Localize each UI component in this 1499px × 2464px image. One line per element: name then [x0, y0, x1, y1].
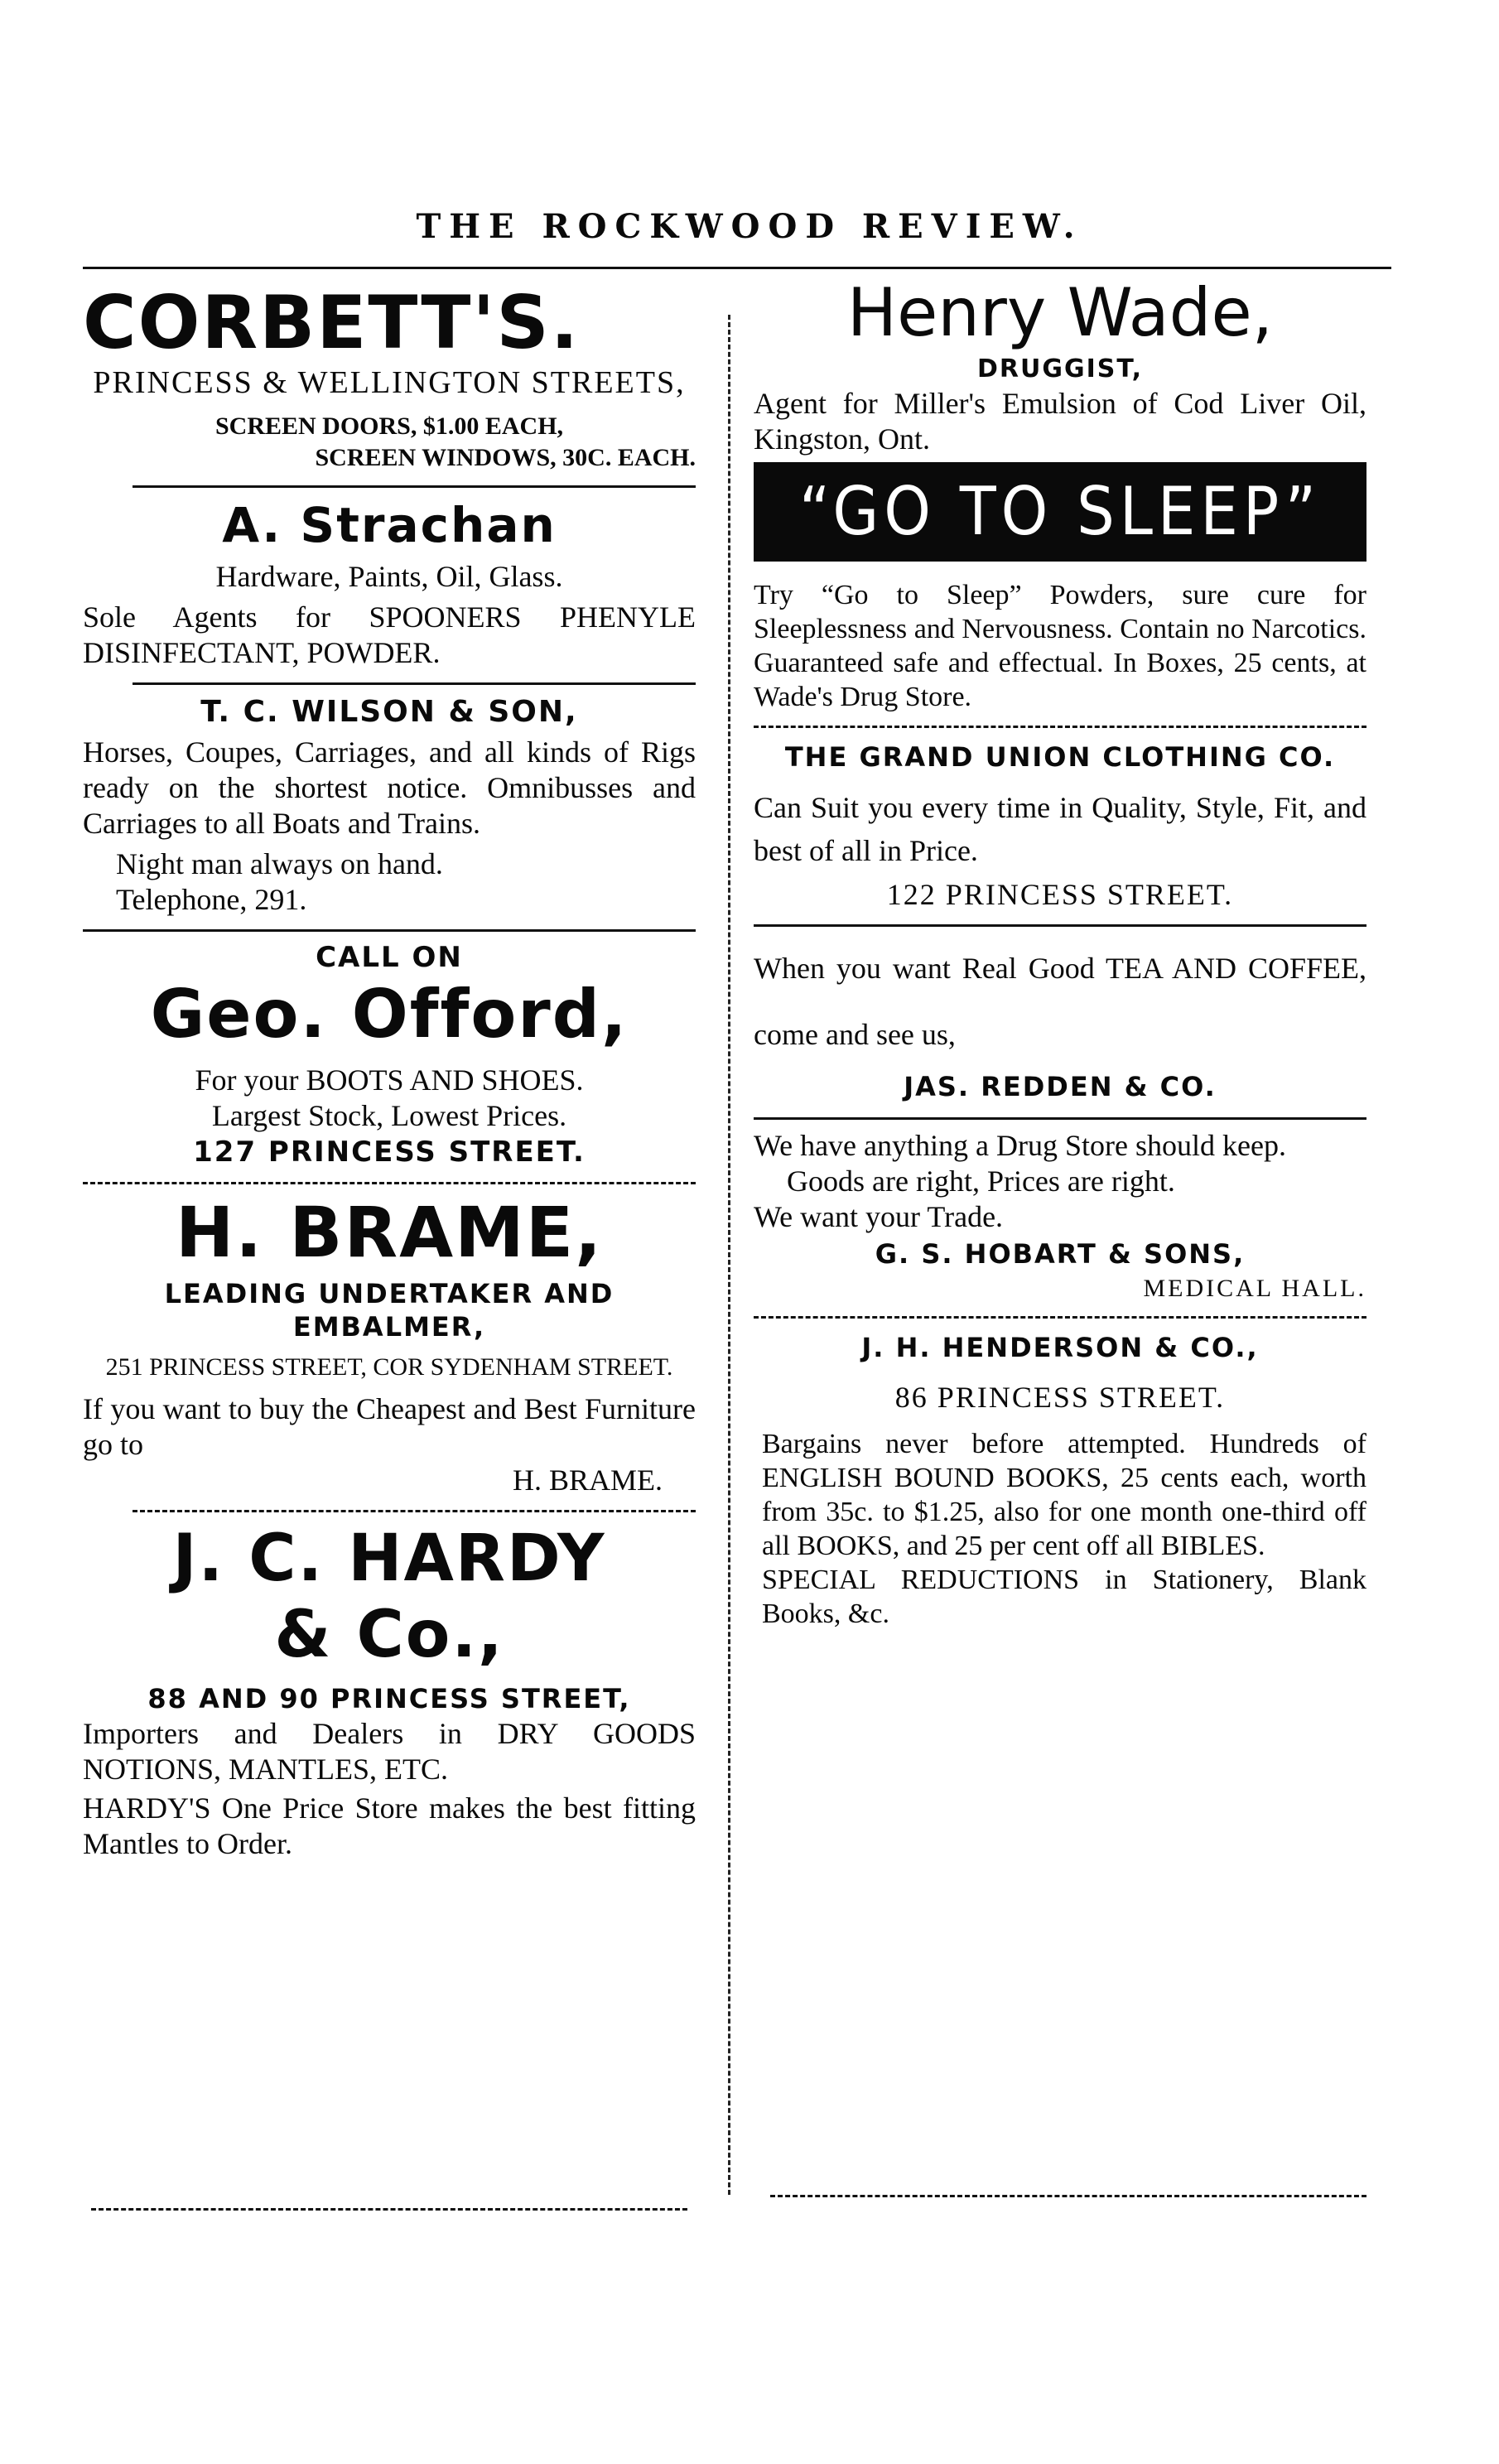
ad-brame-address: 251 PRINCESS STREET, COR SYDENHAM STREET.: [105, 1353, 673, 1381]
header-rule: [83, 267, 1391, 269]
ad-wade-powders: Try “Go to Sleep” Powders, sure cure for Sleeplessness and Nervousness. Contain no Narcotics. Guaranteed safe and effectual. In Boxes, 25 cents, at Wade's Drug Store.: [754, 580, 1366, 712]
ad-offord-stock: Largest Stock, Lowest Prices.: [211, 1099, 567, 1132]
ad-henderson: [754, 1327, 1366, 1631]
divider: [754, 924, 1366, 927]
ad-wade-name: Henry Wade,: [846, 274, 1274, 351]
ad-wade-agent: Agent for Miller's Emulsion of Cod Liver Oil, Kingston, Ont.: [754, 387, 1366, 456]
ad-wilson-night: Night man always on hand.: [116, 847, 443, 880]
ad-wade-title: DRUGGIST,: [977, 354, 1143, 383]
ad-brame-furniture: If you want to buy the Cheapest and Best Furniture go to: [83, 1392, 696, 1461]
ad-henderson-reductions: SPECIAL REDUCTIONS in Stationery, Blank Books, &c.: [762, 1565, 1366, 1629]
ad-grand-union: [754, 736, 1366, 913]
ad-hobart-trade: We want your Trade.: [754, 1200, 1004, 1233]
ad-wade: [754, 273, 1366, 714]
ad-strachan: [83, 496, 696, 671]
left-column: [83, 273, 696, 1862]
ad-corbetts-name: CORBETT'S.: [83, 280, 581, 365]
ad-offord-boots: For your BOOTS AND SHOES.: [195, 1063, 584, 1097]
ad-corbetts: [83, 282, 696, 474]
ad-hobart-drugstore: We have anything a Drug Store should keep.: [754, 1129, 1286, 1162]
ad-hobart-name: G. S. HOBART & SONS,: [875, 1238, 1246, 1270]
ad-hardy-address: 88 AND 90 PRINCESS STREET,: [147, 1683, 631, 1714]
ad-brame-name: H. BRAME,: [175, 1192, 604, 1273]
ad-strachan-name: A. Strachan: [222, 497, 557, 553]
ad-grand-union-text: Can Suit you every time in Quality, Style, Fit, and best of all in Price.: [754, 791, 1366, 867]
ad-henderson-bargains: Bargains never before attempted. Hundreds of ENGLISH BOUND BOOKS, 25 cents each, worth from 35c. to $1.25, also for one month one-third off all BOOKS, and 25 per cent off all BIBLES.: [762, 1429, 1366, 1561]
ad-wilson-services: Horses, Coupes, Carriages, and all kinds of Rigs ready on the shortest notice. Omnibusses and Carriages to all Boats and Trains.: [83, 735, 696, 840]
ad-wade-banner: “GO TO SLEEP”: [754, 462, 1366, 562]
ad-redden-text: When you want Real Good TEA AND COFFEE, come and see us,: [754, 952, 1366, 1051]
ad-redden-name: JAS. REDDEN & CO.: [904, 1071, 1217, 1102]
divider: [133, 485, 696, 488]
ad-henderson-address: 86 PRINCESS STREET.: [894, 1381, 1226, 1414]
ad-hobart-place: MEDICAL HALL.: [1143, 1275, 1366, 1302]
ad-wilson-name: T. C. WILSON & SON,: [200, 695, 578, 729]
column-divider: [728, 315, 730, 2195]
ad-grand-union-name: THE GRAND UNION CLOTHING CO.: [784, 741, 1336, 773]
divider: [133, 682, 696, 685]
ad-corbetts-doors: SCREEN DOORS, $1.00 EACH,: [214, 412, 564, 440]
ad-offord-address: 127 PRINCESS STREET.: [193, 1136, 586, 1169]
ad-offord-name: Geo. Offord,: [150, 976, 629, 1053]
ad-hobart-goods: Goods are right, Prices are right.: [787, 1164, 1175, 1198]
ad-hardy-co: & Co.,: [274, 1598, 504, 1672]
ad-wilson-telephone: Telephone, 291.: [116, 883, 307, 916]
ad-wilson: [83, 693, 696, 918]
running-head: THE ROCKWOOD REVIEW.: [416, 207, 1083, 246]
ad-hardy-importers: Importers and Dealers in DRY GOODS NOTIONS, MANTLES, ETC.: [83, 1717, 696, 1786]
ad-strachan-agents: Sole Agents for SPOONERS PHENYLE DISINFECTANT, POWDER.: [83, 600, 696, 669]
divider: [133, 1510, 696, 1512]
ad-brame-title: LEADING UNDERTAKER AND EMBALMER,: [164, 1278, 615, 1343]
divider: [754, 726, 1366, 728]
ad-offord-call: CALL ON: [316, 941, 463, 974]
ad-corbetts-windows: SCREEN WINDOWS, 30C. EACH.: [315, 444, 696, 471]
ad-hardy-name: J. C. HARDY: [172, 1521, 606, 1596]
ad-hardy-mantles: HARDY'S One Price Store makes the best fitting Mantles to Order.: [83, 1791, 696, 1860]
ad-brame: [83, 1193, 696, 1498]
ad-strachan-goods: Hardware, Paints, Oil, Glass.: [215, 560, 563, 593]
bottom-rule-left: [91, 2208, 687, 2211]
ad-henderson-name: J. H. HENDERSON & CO.,: [861, 1332, 1259, 1363]
ad-hardy: [83, 1521, 696, 1862]
ad-grand-union-address: 122 PRINCESS STREET.: [886, 878, 1234, 911]
ad-brame-signature: H. BRAME.: [512, 1463, 663, 1497]
divider: [754, 1316, 1366, 1319]
ad-corbetts-address: PRINCESS & WELLINGTON STREETS,: [93, 365, 686, 400]
right-column: [754, 273, 1366, 1631]
divider: [83, 1182, 696, 1184]
ad-redden: [754, 935, 1366, 1106]
bottom-rule-right: [770, 2195, 1366, 2197]
ad-offord: [83, 940, 696, 1170]
ad-hobart: [754, 1128, 1366, 1304]
divider: [754, 1117, 1366, 1120]
divider: [83, 929, 696, 932]
